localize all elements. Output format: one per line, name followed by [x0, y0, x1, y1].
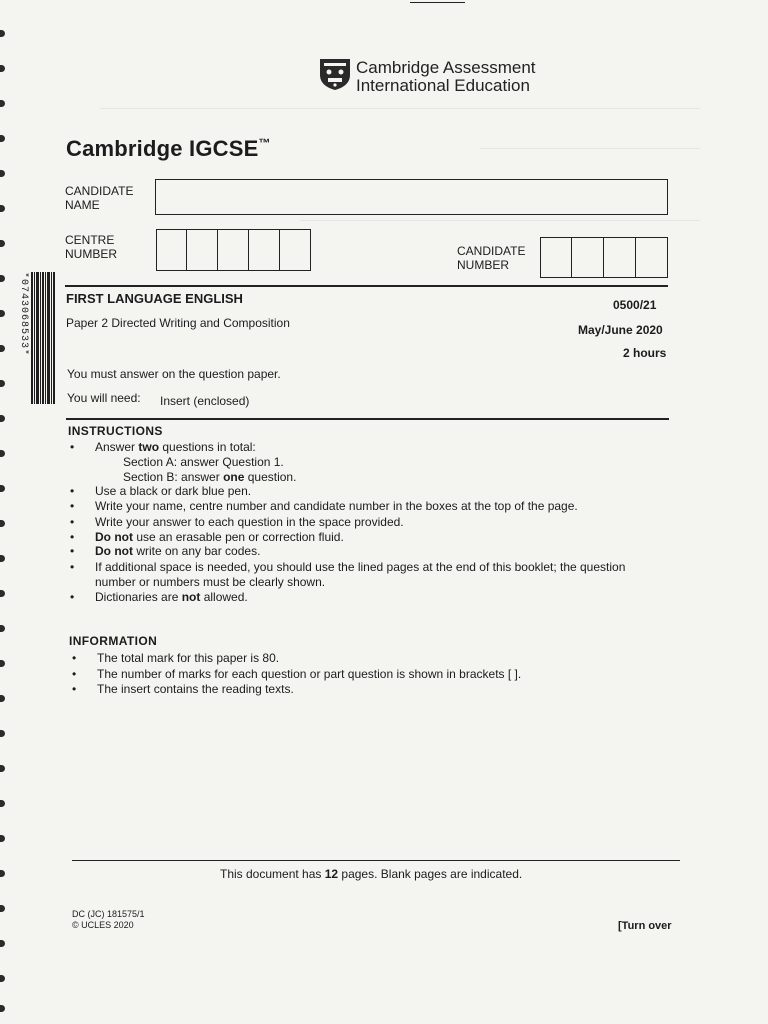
exam-session: May/June 2020: [578, 323, 663, 337]
must-answer-note: You must answer on the question paper.: [67, 367, 281, 381]
instructions-divider: [66, 418, 669, 420]
page-title: Cambridge IGCSE™: [66, 136, 271, 161]
barcode-number: *0743068533*: [18, 272, 29, 357]
paper-code: 0500/21: [613, 298, 657, 312]
header-divider: [65, 285, 668, 287]
section-a-note: Section A: answer Question 1.: [123, 455, 284, 469]
paper-title: Paper 2 Directed Writing and Composition: [66, 316, 290, 330]
information-item: • The insert contains the reading texts.: [72, 682, 294, 696]
information-item: • The total mark for this paper is 80.: [72, 651, 280, 665]
bleed-through: [480, 148, 700, 149]
page-count-note: This document has 12 pages. Blank pages are indicated.: [220, 867, 523, 881]
org-name-line1: Cambridge Assessment: [356, 58, 536, 77]
instruction-item: • Write your name, centre number and candidate number in the boxes at the top of the page.: [70, 499, 578, 513]
turn-over-label: [Turn over: [618, 920, 672, 932]
footer-divider: [72, 860, 680, 861]
document-code: DC (JC) 181575/1: [72, 909, 145, 919]
candidate-number-label: CANDIDATE NUMBER: [457, 244, 526, 272]
instruction-item: • Do not write on any bar codes.: [70, 544, 261, 558]
bleed-through: [100, 108, 700, 109]
bleed-through: [300, 220, 700, 221]
centre-number-field[interactable]: [156, 229, 311, 271]
cambridge-crest-icon: [318, 57, 352, 96]
information-heading: INFORMATION: [69, 634, 158, 648]
instruction-continuation: number or numbers must be clearly shown.: [95, 575, 326, 589]
information-item: • The number of marks for each question or part question is shown in brackets [ ].: [72, 667, 522, 681]
candidate-name-label: CANDIDATE NAME: [65, 184, 134, 212]
instruction-item: • Answer two questions in total:: [70, 440, 256, 454]
barcode: [31, 272, 55, 404]
you-will-need-label: You will need:: [67, 391, 141, 405]
instruction-item: • If additional space is needed, you should use the lined pages at the end of this booklet; the question: [70, 560, 626, 574]
candidate-number-field[interactable]: [540, 237, 668, 278]
exam-duration: 2 hours: [623, 346, 667, 360]
top-mark: [410, 2, 465, 3]
instruction-item: • Do not use an erasable pen or correction fluid.: [70, 530, 344, 544]
you-will-need-value: Insert (enclosed): [160, 394, 250, 408]
instruction-item: • Use a black or dark blue pen.: [70, 484, 252, 498]
copyright: © UCLES 2020: [72, 920, 134, 930]
org-name-line2: International Education: [356, 76, 530, 95]
instruction-item: • Write your answer to each question in the space provided.: [70, 515, 404, 529]
candidate-name-field[interactable]: [155, 179, 668, 215]
section-b-note: Section B: answer one question.: [123, 470, 297, 484]
instruction-item: • Dictionaries are not allowed.: [70, 590, 248, 604]
centre-number-label: CENTRE NUMBER: [65, 233, 118, 261]
subject-title: FIRST LANGUAGE ENGLISH: [66, 291, 243, 306]
instructions-heading: INSTRUCTIONS: [68, 424, 163, 438]
